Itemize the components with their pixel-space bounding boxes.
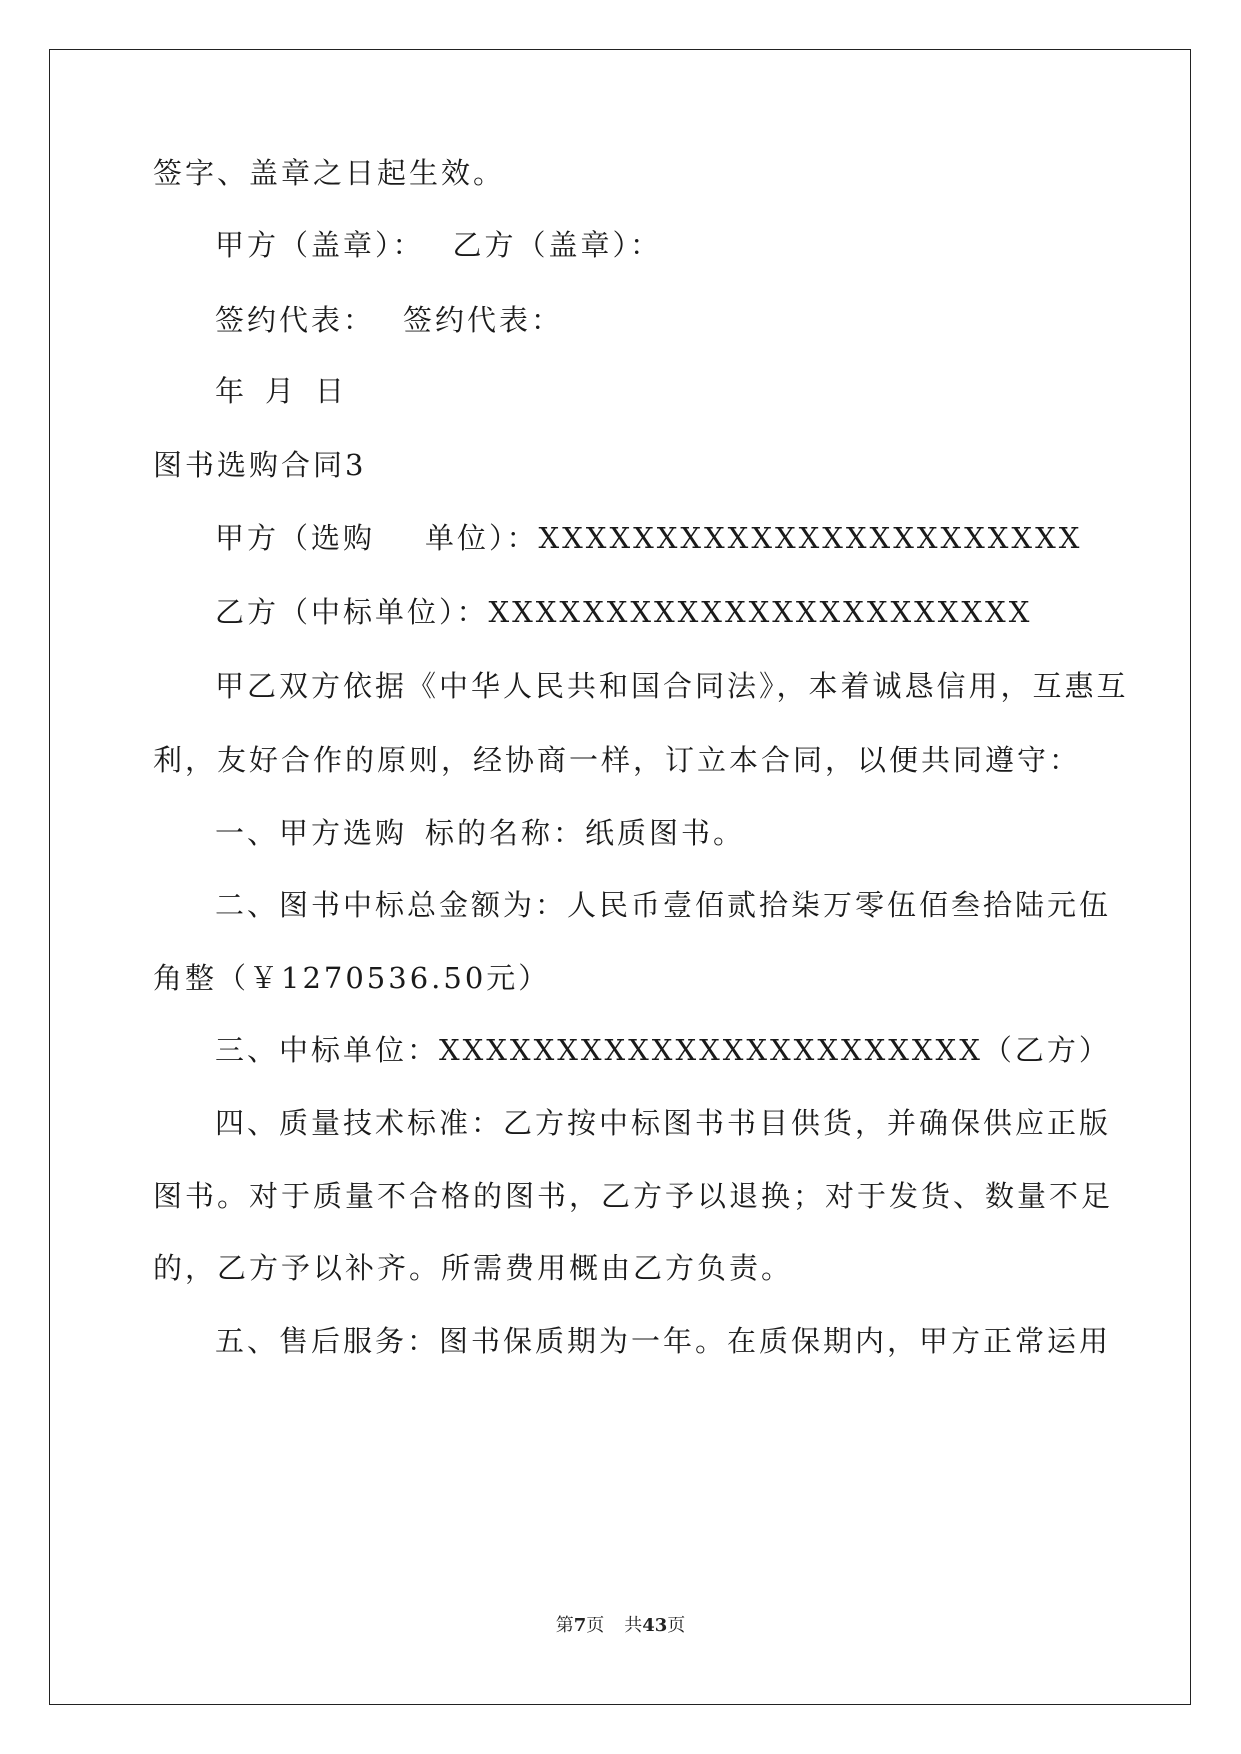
date-line — [215, 371, 347, 411]
clause-four-continuation: 图书。对于质量不合格的图书，乙方予以退换；对于发货、数量不足 — [153, 1179, 1114, 1213]
current-page-number: 7 — [573, 1615, 587, 1636]
date-day-label: 日 — [315, 374, 348, 408]
clause-five-line: 五、售后服务：图书保质期为一年。在质保期内，甲方正常运用 — [215, 1324, 1112, 1358]
text-line: 签字、盖章之日起生效。 — [153, 156, 506, 190]
party-a-seal-label: 甲方（盖章）： — [215, 228, 425, 262]
party-b-line: 乙方（中标单位）：XXXXXXXXXXXXXXXXXXXXXXX — [215, 595, 1033, 629]
page-footer — [0, 1614, 1241, 1638]
party-b-seal-label: 乙方（盖章）： — [452, 228, 663, 262]
signature-representative-line — [215, 300, 563, 340]
total-prefix: 共 — [624, 1615, 643, 1636]
clause-four-continuation: 的，乙方予以补齐。所需费用概由乙方负责。 — [153, 1251, 794, 1285]
signature-seal-line — [215, 225, 662, 265]
paragraph-line: 甲乙双方依据《中华人民共和国合同法》，本着诚恳信用，互惠互 — [215, 669, 1129, 703]
party-b-representative-label: 签约代表： — [403, 303, 564, 337]
section-heading: 图书选购合同3 — [153, 448, 367, 482]
page-suffix: 页 — [586, 1615, 605, 1636]
total-page-number: 43 — [642, 1615, 668, 1636]
party-a-representative-label: 签约代表： — [215, 303, 376, 337]
paragraph-line: 利，友好合作的原则，经协商一样，订立本合同，以便共同遵守： — [153, 743, 1082, 777]
party-a-line: 甲方（选购 单位）：XXXXXXXXXXXXXXXXXXXXXXX — [215, 521, 1083, 555]
page-prefix: 第 — [555, 1615, 574, 1636]
date-month-label: 月 — [265, 374, 298, 408]
clause-two-line: 二、图书中标总金额为：人民币壹佰贰拾柒万零伍佰叁拾陆元伍 — [215, 888, 1112, 922]
clause-two-continuation: 角整（￥1270536.50元） — [153, 961, 551, 995]
clause-three-line: 三、中标单位：XXXXXXXXXXXXXXXXXXXXXXX（乙方） — [215, 1033, 1111, 1067]
total-suffix: 页 — [667, 1615, 686, 1636]
clause-four-line: 四、质量技术标准：乙方按中标图书书目供货，并确保供应正版 — [215, 1106, 1112, 1140]
page-border — [49, 49, 1191, 1705]
date-year-label: 年 — [215, 374, 248, 408]
clause-one-line: 一、甲方选购 标的名称：纸质图书。 — [215, 816, 746, 850]
